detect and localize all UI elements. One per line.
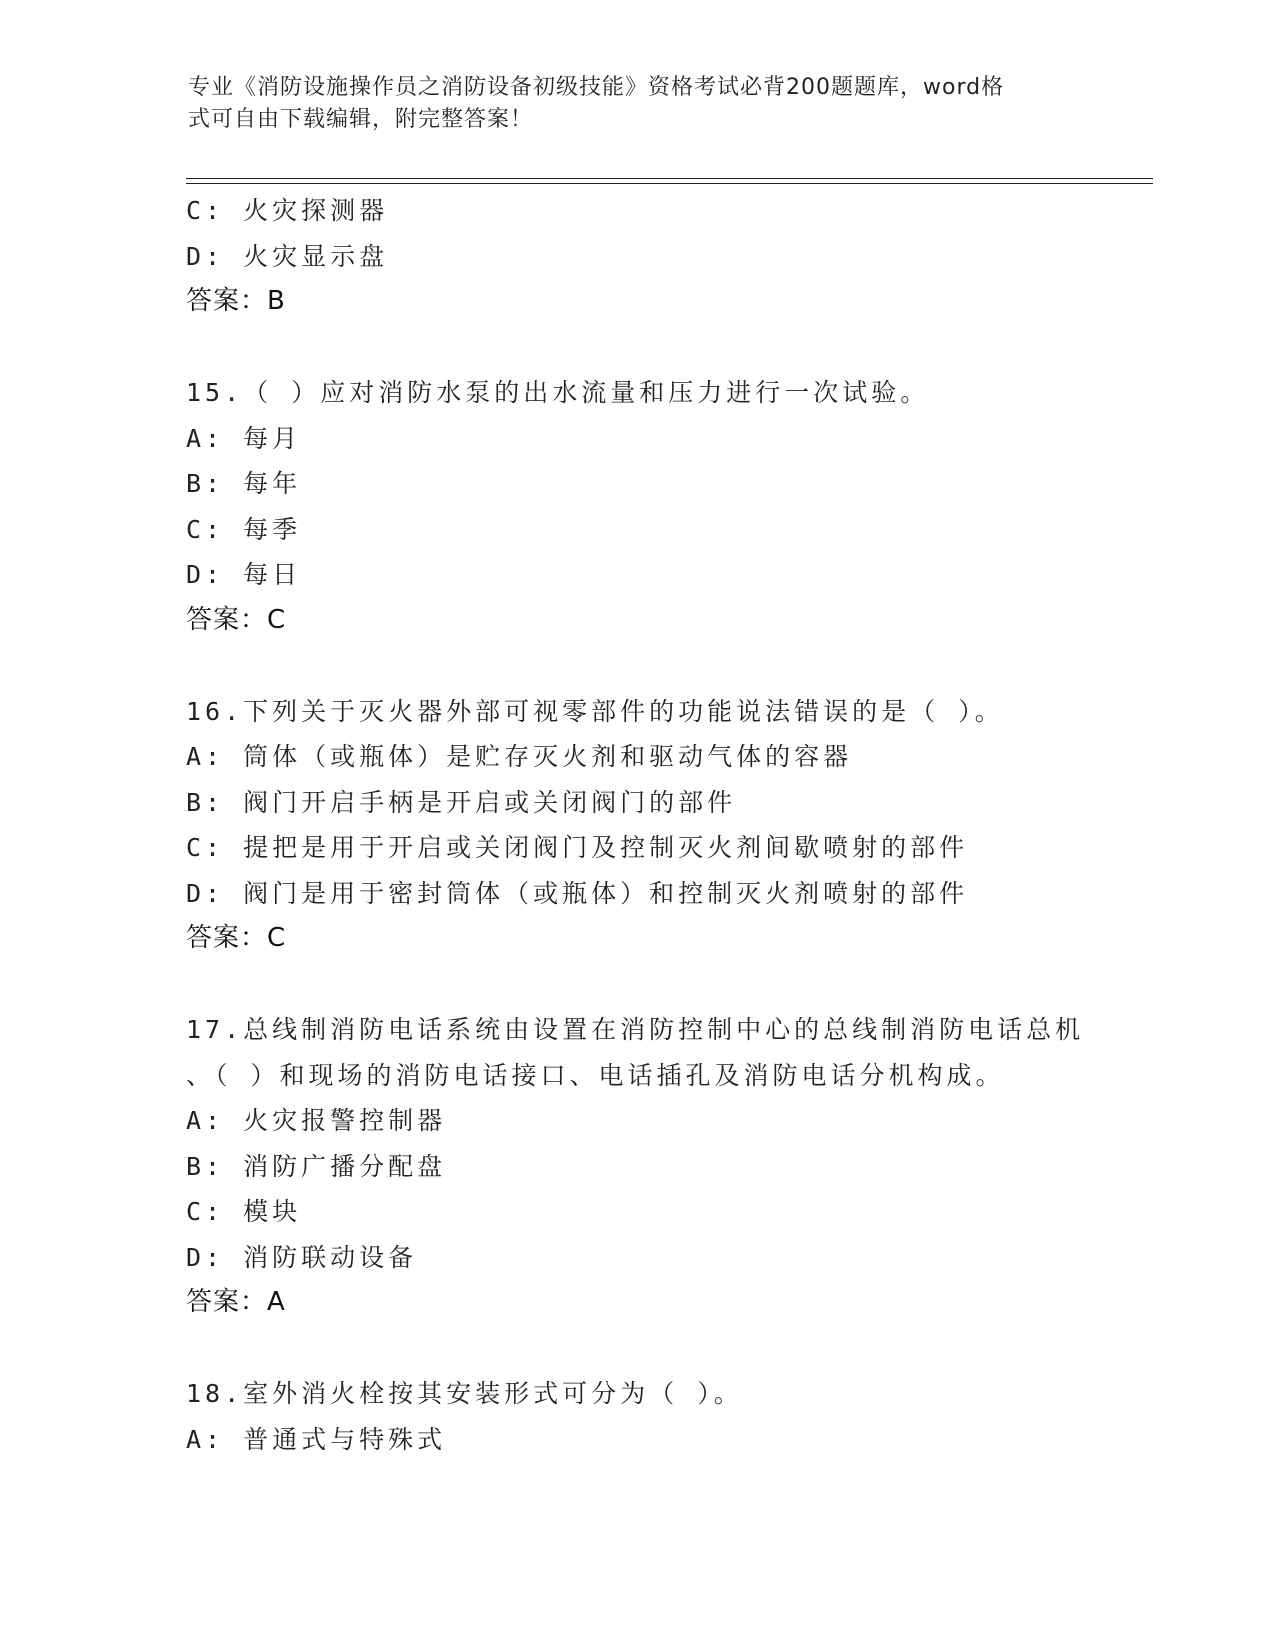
spacer: [186, 643, 1116, 689]
question-text: 15.（ ）应对消防水泵的出水流量和压力进行一次试验。: [186, 378, 930, 407]
option-a: A: 普通式与特殊式: [186, 1424, 447, 1454]
answer: 答案：B: [186, 286, 286, 316]
question-17: [186, 1007, 1116, 1326]
question-text-line-2: 、（ ）和现场的消防电话接口、电话插孔及消防电话分机构成。: [186, 1060, 1005, 1090]
option-c: C: 火灾探测器: [186, 196, 389, 225]
header-line-2: 式可自由下载编辑，附完整答案！: [188, 107, 534, 132]
option-a: A: 火灾报警控制器: [186, 1106, 447, 1135]
option-d: D: 每日: [186, 560, 302, 589]
option-b: B: 阀门开启手柄是开启或关闭阀门的部件: [186, 787, 737, 817]
option-c: C: 每季: [186, 514, 302, 544]
option-d: D: 火灾显示盘: [186, 241, 389, 271]
header-divider-top: [186, 178, 1153, 179]
header-divider-bottom: [186, 183, 1153, 184]
option-a: A: 每月: [186, 423, 302, 453]
option-b: B: 消防广播分配盘: [186, 1151, 447, 1181]
question-14-tail: [186, 188, 1116, 325]
question-list: [186, 188, 1116, 1462]
answer: 答案：C: [186, 604, 287, 635]
answer: 答案：A: [186, 1287, 286, 1317]
spacer: [186, 325, 1116, 371]
question-15: [186, 370, 1116, 643]
spacer: [186, 1326, 1116, 1372]
question-text-line-1: 17.总线制消防电话系统由设置在消防控制中心的总线制消防电话总机: [186, 1015, 1085, 1044]
question-18: [186, 1371, 1116, 1462]
spacer: [186, 962, 1116, 1008]
question-text: 16.下列关于灭火器外部可视零部件的功能说法错误的是（ ）。: [186, 696, 1004, 726]
option-c: C: 模块: [186, 1197, 302, 1226]
option-d: D: 消防联动设备: [186, 1242, 418, 1272]
question-text: 18.室外消火栓按其安装形式可分为（ ）。: [186, 1379, 743, 1408]
option-d: D: 阀门是用于密封筒体（或瓶体）和控制灭火剂喷射的部件: [186, 878, 969, 908]
option-a: A: 筒体（或瓶体）是贮存灭火剂和驱动气体的容器: [186, 742, 853, 771]
header-line-1: 专业《消防设施操作员之消防设备初级技能》资格考试必背200题题库，word格: [188, 75, 1005, 100]
answer: 答案：C: [186, 923, 287, 953]
document-header: [188, 72, 1068, 136]
option-c: C: 提把是用于开启或关闭阀门及控制灭火剂间歇喷射的部件: [186, 833, 969, 862]
option-b: B: 每年: [186, 469, 302, 498]
question-16: [186, 689, 1116, 962]
